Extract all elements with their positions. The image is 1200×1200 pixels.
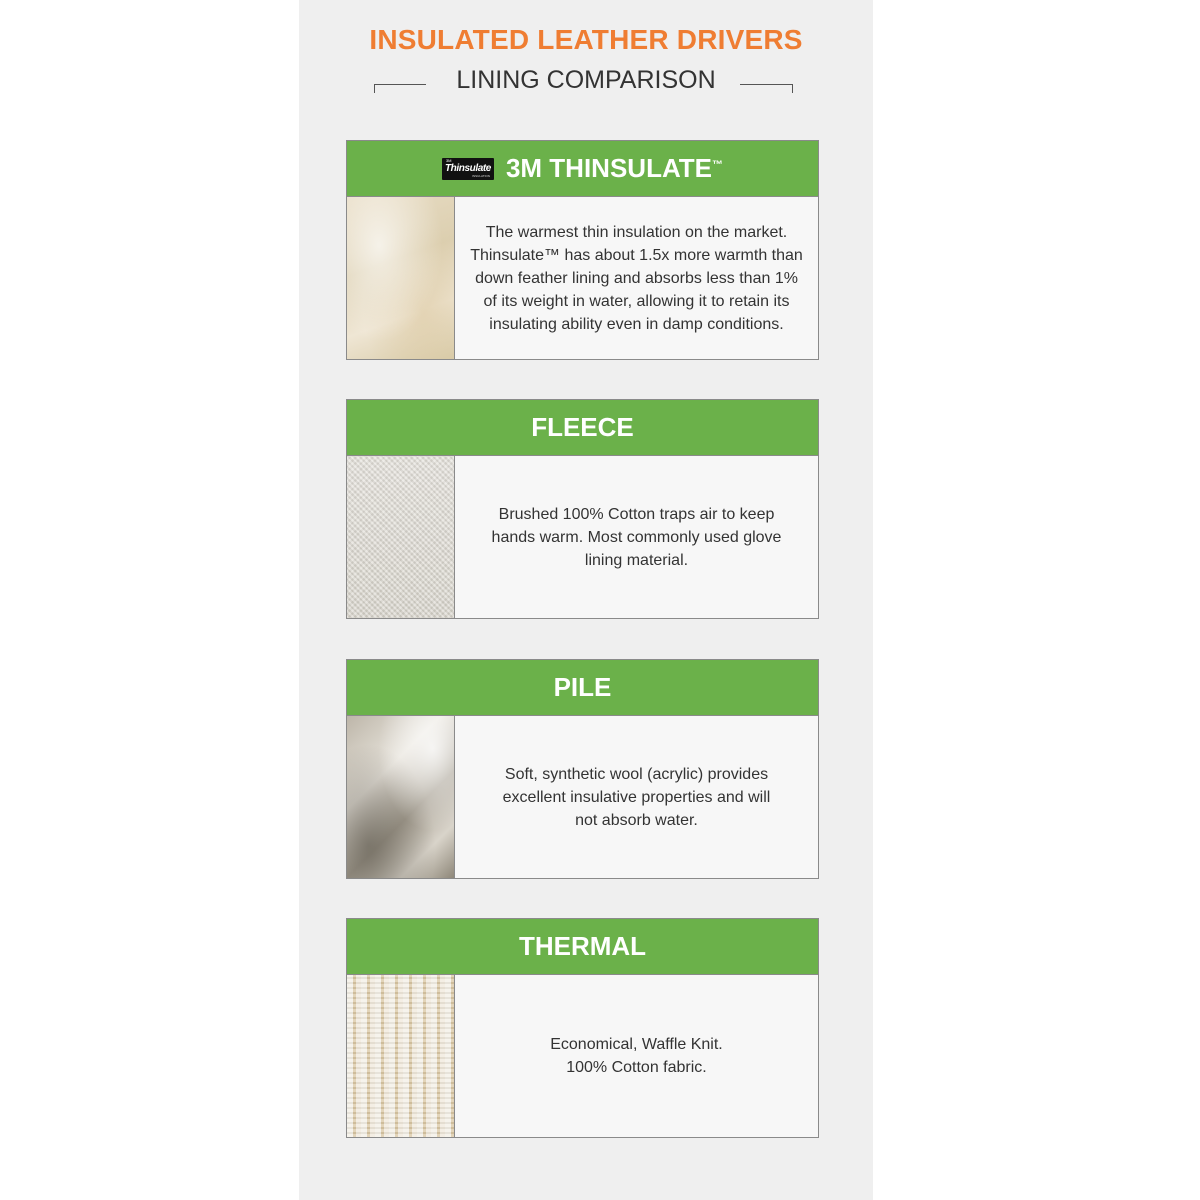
trademark-symbol: ™ <box>712 158 724 171</box>
card-title: FLEECE <box>531 412 634 442</box>
card-header <box>347 919 818 975</box>
thermal-swatch-image <box>347 975 455 1137</box>
thinsulate-logo-icon: 3M Thinsulate INSULATION <box>442 158 494 180</box>
card-thermal <box>346 918 819 1138</box>
page-title: INSULATED LEATHER DRIVERS <box>369 24 803 55</box>
card-description: The warmest thin insulation on the market. Thinsulate™ has about 1.5x more warmth than down feather lining and absorbs less than 1% of its weight in water, allowing it to retain its insulating ability even in damp conditions. <box>470 223 803 333</box>
card-thinsulate <box>346 140 819 360</box>
card-title: THERMAL <box>518 931 647 961</box>
pile-swatch-image <box>347 716 455 878</box>
fleece-swatch-image <box>347 456 455 618</box>
card-description: Brushed 100% Cotton traps air to keep hands warm. Most commonly used glove lining material. <box>491 505 782 569</box>
divider-right <box>740 84 792 85</box>
divider-tick-right <box>792 84 793 93</box>
card-title: PILE <box>553 672 612 702</box>
card-header <box>347 660 818 716</box>
card-title: 3M THINSULATE <box>505 153 713 183</box>
card-description: Economical, Waffle Knit. 100% Cotton fabric. <box>550 1036 723 1076</box>
content-panel <box>299 0 873 1200</box>
card-fleece <box>346 399 819 619</box>
page-subtitle: LINING COMPARISON <box>456 66 716 94</box>
card-pile <box>346 659 819 879</box>
card-header <box>347 141 818 197</box>
card-header <box>347 400 818 456</box>
card-description: Soft, synthetic wool (acrylic) provides excellent insulative properties and will not absorb water. <box>502 765 771 829</box>
thinsulate-swatch-image <box>347 197 455 359</box>
